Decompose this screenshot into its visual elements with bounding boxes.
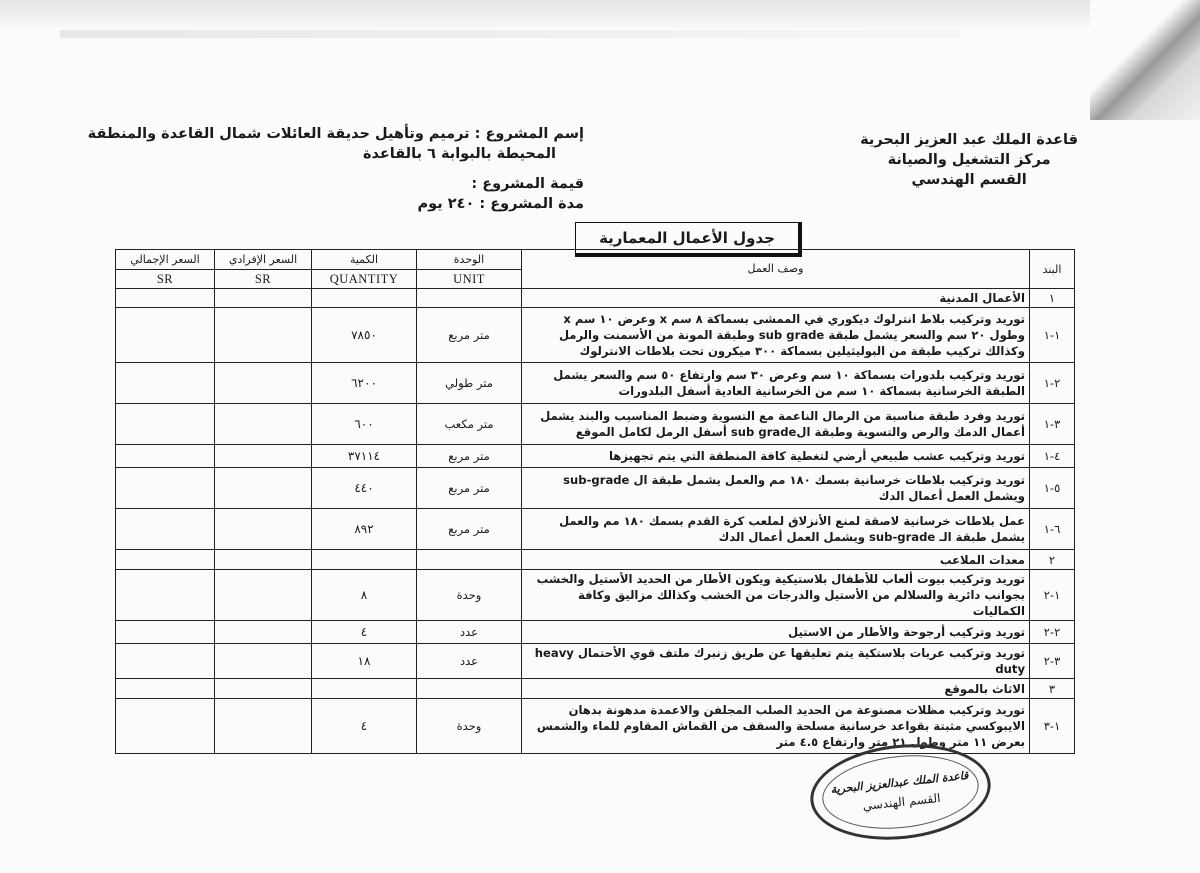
quantity-cell: ٦٠٠ [312,404,417,445]
total-price-cell [116,621,215,644]
total-price-cell [116,363,215,404]
header-quantity-en: QUANTITY [312,270,417,289]
unit-price-cell [215,621,312,644]
unit-cell [417,289,522,308]
unit-cell [417,679,522,699]
header-unit-price-currency: SR [215,270,312,289]
unit-cell: عدد [417,644,522,679]
unit-price-cell [215,445,312,468]
work-description: معدات الملاعب [522,550,1030,570]
header-total-price-currency: SR [116,270,215,289]
item-number: ١-٣ [1030,699,1075,754]
header-unit-en: UNIT [417,270,522,289]
item-number: ٢-٢ [1030,621,1075,644]
header-unit-price: السعر الإفرادي [215,250,312,270]
unit-cell: متر طولي [417,363,522,404]
table-title: جدول الأعمال المعمارية [575,222,802,257]
total-price-cell [116,644,215,679]
project-value: قيمة المشروع : [471,176,584,192]
work-description: توريد وتركيب بلاطات خرسانية بسمك ١٨٠ مم والعمل يشمل طبقة ال sub-grade ويشمل العمل أعمال الدك [522,468,1030,509]
project-name-line-1: إسم المشروع : ترميم وتأهيل حديقة العائلات شمال القاعدة والمنطقة [87,126,584,142]
header-unit: الوحدة [417,250,522,270]
item-number: ٢-١ [1030,363,1075,404]
section-row [116,679,1075,699]
unit-cell: متر مكعب [417,404,522,445]
item-number: ٣-٢ [1030,644,1075,679]
quantity-cell [312,679,417,699]
total-price-cell [116,509,215,550]
work-description: توريد وتركيب عربات بلاستكية يتم تعليقها عن طريق زنبرك ملتف قوي الأحتمال heavy duty [522,644,1030,679]
unit-price-cell [215,570,312,621]
unit-price-cell [215,404,312,445]
total-price-cell [116,404,215,445]
unit-price-cell [215,699,312,754]
table-row [116,445,1075,468]
total-price-cell [116,699,215,754]
total-price-cell [116,570,215,621]
total-price-cell [116,308,215,363]
table-row [116,308,1075,363]
work-description: توريد وتركيب مظلات مصنوعة من الحديد الصلب المجلفن والاعمدة مدهونة بدهان الايبوكسي مثبتة بقواعد خرسانية مسلحة والسقف من القماش المقاوم للماء والشمس بعرض ١١ متر وطول ٢١ متر وارتفاع ٤.٥ متر [522,699,1030,754]
header-item: البند [1030,250,1075,289]
item-number: ١-٢ [1030,570,1075,621]
unit-price-cell [215,289,312,308]
org-line-2: مركز التشغيل والصيانة [887,152,1051,168]
work-description: توريد وتركيب أرجوحة والأطار من الاستيل [522,621,1030,644]
unit-cell: متر مربع [417,308,522,363]
unit-cell [417,550,522,570]
section-row [116,289,1075,308]
table-row [116,404,1075,445]
unit-price-cell [215,308,312,363]
table-row [116,363,1075,404]
work-description: توريد وتركيب بلاط انترلوك ديكوري في الممشى بسماكة ٨ سم x وعرض ١٠ سم x وطول ٢٠ سم والسعر يشمل طبقة sub grade وطبقة المونة من الأسمنت والرمل وكذالك تركيب طبقة من البوليثيلين بسماكة ٣٠٠ ميكرون تحت بلاطات الانترلوك [522,308,1030,363]
header-quantity: الكمية [312,250,417,270]
unit-cell: وحدة [417,570,522,621]
quantity-cell: ٣٧١١٤ [312,445,417,468]
header-total-price: السعر الإجمالي [116,250,215,270]
work-description: الاثاث بالموقع [522,679,1030,699]
work-description: توريد وفرد طبقة مناسبة من الرمال الناعمة مع التسوية وضبط المناسيب والبند يشمل أعمال الدمك والرص والتسوية وطبقة الsub grade أسفل الرمل لكامل الموقع [522,404,1030,445]
table-row [116,468,1075,509]
organization-header [860,130,1078,190]
table-row [116,644,1075,679]
item-number: ٤-١ [1030,445,1075,468]
work-description: توريد وتركيب بلدورات بسماكة ١٠ سم وعرض ٣٠ سم وارتفاع ٥٠ سم والسعر يشمل الطبقة الخرسانية بسماكة ١٠ سم من الخرسانية العادية أسفل البلدورات [522,363,1030,404]
total-price-cell [116,468,215,509]
project-name-line-2: المحيطة بالبوابة ٦ بالقاعدة [362,146,556,162]
org-line-1: قاعدة الملك عبد العزيز البحرية [860,132,1078,148]
item-number: ٦-١ [1030,509,1075,550]
table-row [116,509,1075,550]
unit-price-cell [215,679,312,699]
unit-cell: وحدة [417,699,522,754]
item-number: ٣ [1030,679,1075,699]
stamp-org: قاعدة الملك عبدالعزيز البحرية [829,768,969,796]
total-price-cell [116,679,215,699]
unit-price-cell [215,644,312,679]
header-description: وصف العمل [522,250,1030,289]
item-number: ٥-١ [1030,468,1075,509]
scan-top-edge [0,0,1200,28]
unit-price-cell [215,509,312,550]
quantity-cell [312,289,417,308]
work-description: عمل بلاطات خرسانية لاصقة لمنع الأنزلاق لملعب كرة القدم بسمك ١٨٠ مم والعمل يشمل طبقة الـ sub-grade ويشمل العمل أعمال الدك [522,509,1030,550]
work-description: الأعمال المدنية [522,289,1030,308]
table-row [116,621,1075,644]
unit-cell: متر مربع [417,509,522,550]
stamp-dept: القسم الهندسي [861,790,942,813]
quantity-cell: ٤ [312,621,417,644]
unit-price-cell [215,468,312,509]
scan-shadow [60,30,960,38]
total-price-cell [116,289,215,308]
quantity-cell: ٨٩٢ [312,509,417,550]
section-row [116,550,1075,570]
project-duration: مدة المشروع : ٢٤٠ يوم [417,196,584,212]
project-info [87,124,584,214]
work-description: توريد وتركيب بيوت ألعاب للأطفال بلاستيكية ويكون الأطار من الحديد الأستيل والخشب بجوانب دائرية والسلالم من الأستيل والدرجات من الخشب وكذالك مزاليق وكافة الكماليات [522,570,1030,621]
item-number: ١-١ [1030,308,1075,363]
quantity-cell: ٤٤٠ [312,468,417,509]
quantity-cell: ٦٢٠٠ [312,363,417,404]
bill-of-quantities-table [115,249,1075,754]
item-number: ٣-١ [1030,404,1075,445]
quantity-cell: ٧٨٥٠ [312,308,417,363]
total-price-cell [116,445,215,468]
unit-price-cell [215,363,312,404]
unit-cell: عدد [417,621,522,644]
work-description: توريد وتركيب عشب طبيعي أرضي لتغطية كافة المنطقة التي يتم تجهيزها [522,445,1030,468]
unit-cell: متر مربع [417,468,522,509]
quantity-cell [312,550,417,570]
item-number: ١ [1030,289,1075,308]
unit-price-cell [215,550,312,570]
quantity-cell: ١٨ [312,644,417,679]
unit-cell: متر مربع [417,445,522,468]
total-price-cell [116,550,215,570]
table-row [116,570,1075,621]
scan-folded-corner [1090,0,1200,120]
quantity-cell: ٤ [312,699,417,754]
item-number: ٢ [1030,550,1075,570]
org-line-3: القسم الهندسي [911,172,1027,188]
header-row-arabic [116,250,1075,270]
quantity-cell: ٨ [312,570,417,621]
